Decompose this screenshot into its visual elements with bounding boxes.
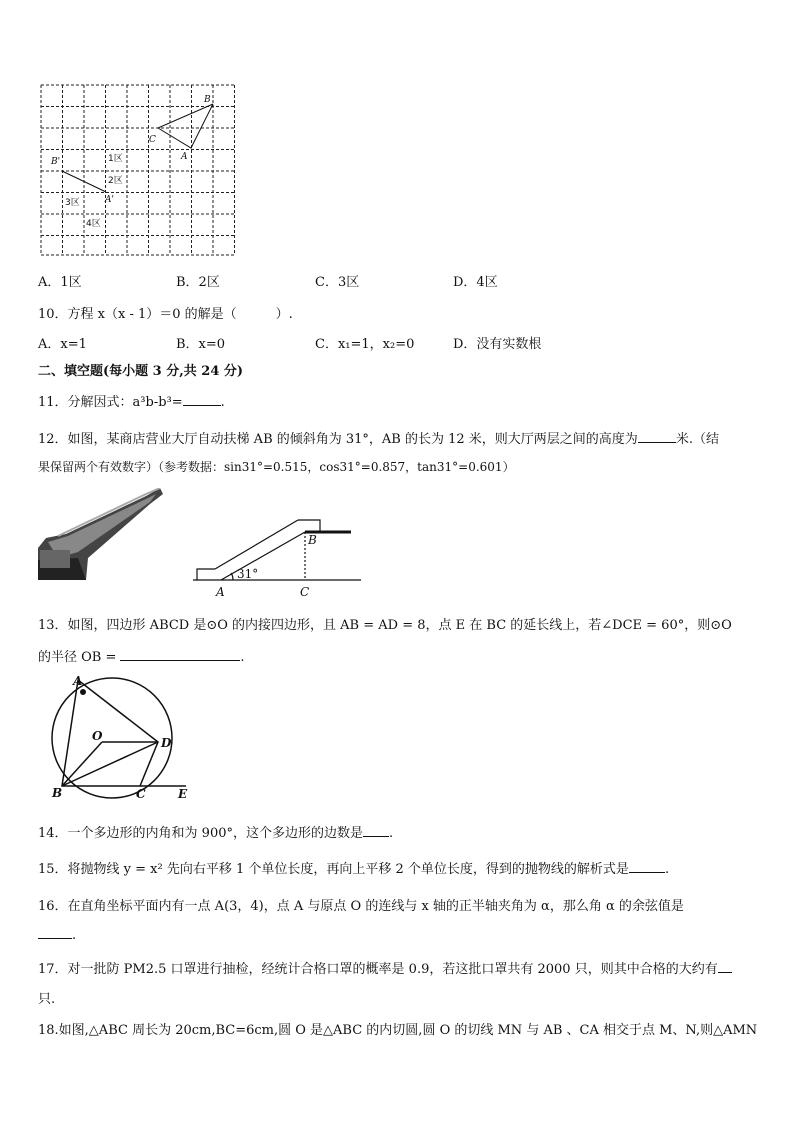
label-c: C: [149, 135, 156, 145]
lower-step: [197, 569, 215, 580]
q11-stem: 11．分解因式：a³b-b³=: [38, 395, 183, 410]
q14-answer-blank[interactable]: [363, 824, 389, 837]
q17-stem: 17．对一批防 PM2.5 口罩进行抽检，经统计合格口罩的概率是 0.9，若这批口罩共有 2000 只，则其中合格的大约有: [38, 962, 718, 977]
label-b: B: [52, 786, 63, 800]
q15-stem: 15．将抛物线 y = x² 先向右平移 1 个单位长度，再向上平移 2 个单位长度，得到的抛物线的解析式是: [38, 862, 629, 877]
q9-option-a: A．1区: [38, 275, 82, 290]
label-a-prime: A': [105, 195, 114, 205]
triangle-abc: [158, 104, 213, 148]
q13-suffix: .: [240, 650, 245, 665]
label-c: C: [300, 585, 310, 598]
q12-answer-blank[interactable]: [638, 430, 676, 443]
q17-line2: 只.: [38, 992, 56, 1007]
q10-stem: 10．方程 x（x - 1）＝0 的解是（ ）.: [38, 307, 293, 322]
q14-stem: 14．一个多边形的内角和为 900°，这个多边形的边数是: [38, 826, 363, 841]
label-e: E: [178, 787, 188, 801]
q15: [38, 858, 669, 877]
q17-line1: [38, 958, 732, 977]
angle-arc: [231, 573, 233, 580]
diagonal-bd: [62, 742, 158, 786]
q16-line2: [38, 926, 76, 943]
label-a: A: [181, 152, 188, 162]
q10-option-b: B．x=0: [176, 337, 226, 352]
grid-lines: [41, 85, 235, 255]
q15-answer-blank[interactable]: [629, 860, 665, 873]
q9-option-b: B．2区: [176, 275, 220, 290]
label-c: C: [136, 787, 146, 801]
q10-option-a: A．x=1: [38, 337, 87, 352]
q9-option-c: C．3区: [315, 275, 360, 290]
q10-option-d: D．没有实数根: [453, 337, 542, 352]
region-3-label: 3区: [65, 198, 80, 208]
q11-answer-blank[interactable]: [183, 393, 221, 406]
escalator-diagram: [185, 514, 365, 598]
q16-answer-blank[interactable]: [38, 926, 72, 939]
q12-line1: [38, 428, 719, 447]
q16-suffix: .: [72, 928, 77, 943]
escalator-lower-rail: [221, 532, 305, 580]
escalator-upper-rail: [215, 520, 298, 569]
q17-answer-blank[interactable]: [718, 960, 732, 973]
q10-option-c: C．x₁=1，x₂=0: [315, 337, 415, 352]
circle-diagram: [40, 674, 195, 804]
label-a: A: [216, 585, 225, 598]
region-1-label: 1区: [108, 154, 123, 164]
q13-stem: 的半径 OB =: [38, 650, 117, 665]
label-b: B: [204, 95, 211, 105]
q14-suffix: .: [389, 826, 394, 841]
label-o: O: [92, 729, 103, 743]
segment-a-b-prime: [62, 171, 106, 192]
q14: [38, 822, 393, 841]
q13-line2: [38, 646, 245, 665]
q15-suffix: .: [664, 862, 670, 877]
q18-line1: 18.如图,△ABC 周长为 20cm,BC=6cm,圆 O 是△ABC 的内切圆,圆 O 的切线 MN 与 AB 、CA 相交于点 M、N,则△AMN: [38, 1023, 758, 1038]
angle-marker: [80, 689, 86, 695]
q12-stem-end: 米.（结: [675, 432, 719, 447]
q13-line1: 13．如图，四边形 ABCD 是⊙O 的内接四边形，且 AB = AD = 8，点 E 在 BC 的延长线上，若∠DCE = 60°，则⊙O: [38, 618, 732, 633]
q9-option-d: D．4区: [453, 275, 498, 290]
escalator-photo: [38, 488, 163, 584]
region-2-label: 2区: [108, 176, 123, 186]
region-4-label: 4区: [86, 219, 101, 229]
q11: [38, 391, 225, 410]
label-b: B: [308, 533, 317, 547]
label-a: A: [73, 674, 83, 688]
upper-step: [298, 520, 320, 532]
grid-figure: [38, 84, 238, 256]
q11-suffix: .: [220, 395, 225, 410]
q13-answer-blank[interactable]: [120, 648, 240, 661]
label-b-prime: B': [51, 157, 61, 167]
q12-stem: 12．如图，某商店营业大厅自动扶梯 AB 的倾斜角为 31°，AB 的长为 12 米，则大厅两层之间的高度为: [38, 432, 638, 447]
angle-label: 31°: [237, 567, 259, 581]
section-2-title: 二、填空题(每小题 3 分,共 24 分): [38, 364, 244, 379]
label-d: D: [161, 736, 172, 750]
q12-line2: 果保留两个有效数字）（参考数据：sin31°=0.515，cos31°=0.857，tan31°=0.601）: [38, 460, 515, 474]
q16-line1: 16．在直角坐标平面内有一点 A(3，4)，点 A 与原点 O 的连线与 x 轴的正半轴夹角为 α，那么角 α 的余弦值是: [38, 899, 684, 914]
